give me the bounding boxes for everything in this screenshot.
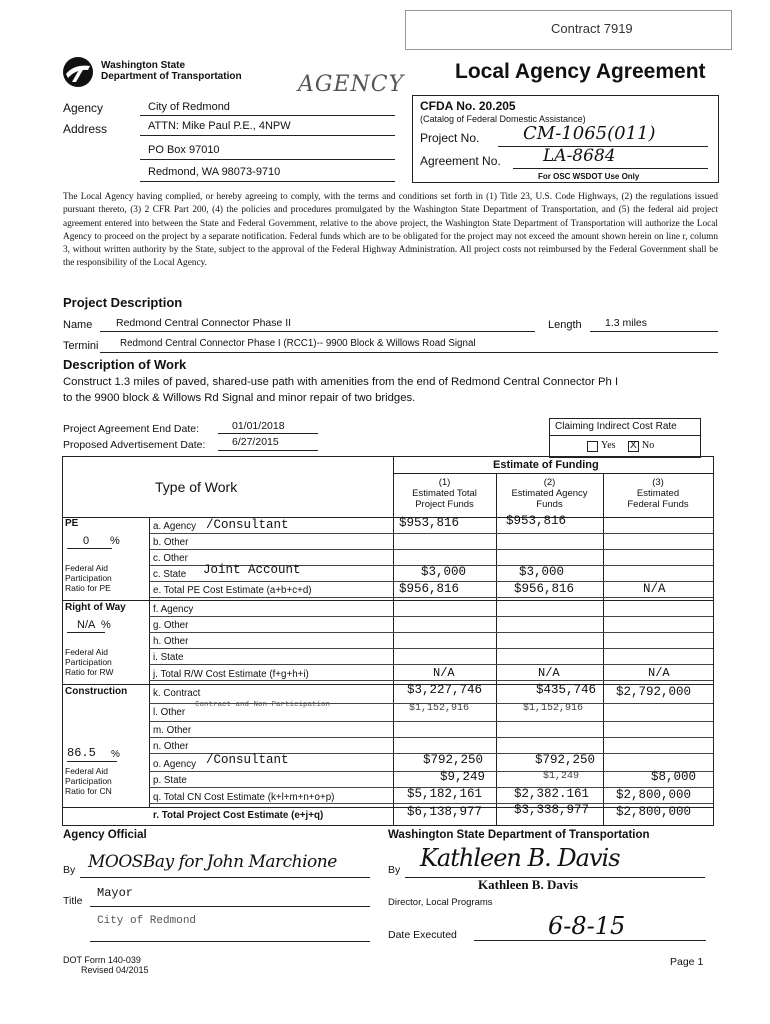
val-q2: $2,382.161: [514, 787, 590, 801]
cn-fed-aid: Federal Aid: [65, 766, 108, 776]
row-l-typed: Contract and Non-Participation: [195, 701, 331, 709]
val-e1: $956,816: [399, 582, 460, 596]
col2-a: Estimated Agency: [511, 488, 588, 499]
agency-handwritten-stamp: AGENCY: [298, 72, 405, 97]
termini-label: Termini: [63, 340, 99, 352]
page-number: Page 1: [670, 956, 704, 968]
table-row-line: [149, 664, 713, 665]
col3-a: Estimated: [636, 488, 680, 499]
indirect-cost-label: Claiming Indirect Cost Rate: [555, 421, 677, 432]
agency-by-label: By: [63, 864, 76, 876]
agreement-no-value: LA-8684: [543, 146, 616, 166]
row-p-label: p. State: [153, 775, 187, 786]
table-row-line: [149, 549, 713, 550]
agreement-no-label: Agreement No.: [420, 154, 501, 168]
contract-stamp-box: [405, 10, 732, 50]
val-r1: $6,138,977: [407, 805, 483, 819]
work-line-2: to the 9900 block & Willows Rd Signal and minor repair of two bridges.: [63, 392, 416, 404]
col3-num: (3): [652, 477, 664, 488]
col-divider-2: [603, 473, 604, 825]
cn-percent-value: 86.5: [67, 746, 96, 760]
project-heading: Project Description: [63, 295, 183, 310]
table-row-line: [149, 648, 713, 649]
form-footer: [63, 955, 149, 975]
agency-name-line: [140, 115, 395, 116]
agreement-no-line: [513, 168, 708, 169]
adv-date-label: Proposed Advertisement Date:: [63, 439, 206, 451]
type-heading: Type of Work: [155, 479, 238, 495]
table-row-line: [149, 803, 713, 804]
row-f-label: f. Agency: [153, 604, 194, 615]
row-r-label: r. Total Project Cost Estimate (e+j+q): [153, 810, 324, 821]
agency-attn: ATTN: Mike Paul P.E., 4NPW: [148, 120, 291, 132]
pe-ratio-label: [65, 563, 112, 593]
project-name-value: Redmond Central Connector Phase II: [116, 317, 292, 329]
length-label: Length: [548, 319, 582, 331]
page-title: Local Agency Agreement: [455, 60, 706, 83]
val-l1: $1,152,916: [409, 703, 470, 714]
title-value: Mayor: [97, 886, 134, 900]
col2-header: [496, 477, 603, 510]
table-row-line: [149, 616, 713, 617]
agency-label: Agency: [63, 101, 104, 115]
val-c2: $3,000: [519, 565, 565, 579]
table-row-line: [149, 771, 713, 772]
project-name-line: [100, 331, 535, 332]
agency-po-line: [140, 159, 395, 160]
row-l-label: l. Other: [153, 707, 186, 718]
agency-po: PO Box 97010: [148, 144, 220, 156]
val-k2: $435,746: [536, 683, 597, 697]
val-q1: $5,182,161: [407, 787, 483, 801]
rw-ratio: Ratio for RW: [65, 667, 114, 677]
row-h-label: h. Other: [153, 636, 189, 647]
cfda-subtitle: (Catalog of Federal Domestic Assistance): [420, 114, 586, 124]
cn-participation: Participation: [65, 776, 112, 786]
table-row-line: [149, 597, 713, 598]
cfda-box: [412, 95, 719, 183]
col1-b: Project Funds: [415, 499, 474, 510]
wsdot-by-label: By: [388, 864, 401, 876]
end-date-value: 01/01/2018: [232, 420, 285, 432]
val-e2: $956,816: [514, 582, 575, 596]
no-check-mark: X: [630, 440, 637, 451]
row-k-label: k. Contract: [153, 688, 201, 699]
city-value: City of Redmond: [97, 915, 197, 927]
rw-ratio-label: [65, 647, 114, 677]
date-executed-value: 6-8-15: [548, 912, 626, 940]
row-e-label: e. Total PE Cost Estimate (a+b+c+d): [153, 585, 312, 596]
agency-official-heading: Agency Official: [63, 829, 147, 841]
table-row-line: [149, 680, 713, 681]
agency-signature: MOOSBay for John Marchione: [88, 852, 337, 872]
val-r3: $2,800,000: [616, 805, 692, 819]
pe-fed-aid: Federal Aid: [65, 563, 108, 573]
val-p2: $1,249: [543, 771, 580, 782]
table-row-line: [149, 721, 713, 722]
val-l2: $1,152,916: [523, 703, 584, 714]
address-label: Address: [63, 122, 108, 136]
row-a-label: a. Agency: [153, 521, 197, 532]
row-g-label: g. Other: [153, 620, 189, 631]
project-no-value: CM-1065(011): [523, 123, 656, 144]
cn-percent-sign: %: [111, 749, 120, 760]
director-label: Director, Local Programs: [388, 897, 493, 908]
length-value: 1.3 miles: [605, 317, 648, 329]
cn-ratio-label: [65, 766, 112, 796]
rw-fed-aid: Federal Aid: [65, 647, 108, 657]
row-c2-label: c. State: [153, 569, 187, 580]
pe-ratio: Ratio for PE: [65, 583, 111, 593]
work-line-1: Construct 1.3 miles of paved, shared-use path with amenities from the end of Redmond Central Connector Ph I: [63, 376, 619, 388]
row-m-label: m. Other: [153, 725, 192, 736]
agency-city-line: [140, 181, 395, 182]
col3-header: [603, 477, 713, 510]
wsdot-heading: Washington State Department of Transportation: [388, 829, 650, 841]
agency-name: City of Redmond: [148, 101, 230, 113]
title-label: Title: [63, 895, 83, 907]
table-row-line: [149, 632, 713, 633]
end-date-line: [218, 433, 318, 434]
val-p3: $8,000: [651, 770, 697, 784]
form-revised: Revised 04/2015: [81, 965, 149, 975]
row-q-label: q. Total CN Cost Estimate (k+l+m+n+o+p): [153, 792, 335, 803]
col-divider-type: [393, 457, 394, 825]
rw-percent-line: [67, 632, 105, 633]
yes-label: Yes: [601, 440, 616, 451]
row-i-label: i. State: [153, 652, 184, 663]
pe-participation: Participation: [65, 573, 112, 583]
funding-table: [62, 456, 714, 826]
agency-signature-line: [80, 877, 370, 878]
pe-percent-sign: %: [110, 535, 120, 547]
rw-percent-sign: %: [101, 619, 111, 631]
col-divider-1: [496, 473, 497, 825]
wsdot-name-stamp: Kathleen B. Davis: [478, 877, 579, 892]
form-number: DOT Form 140-039: [63, 955, 141, 965]
work-heading: Description of Work: [63, 357, 187, 372]
val-q3: $2,800,000: [616, 788, 692, 802]
table-row-line: [149, 737, 713, 738]
date-executed-line: [474, 940, 706, 941]
indirect-cost-box: [549, 418, 701, 458]
pe-percent-value: 0: [83, 535, 90, 547]
cn-percent-line: [67, 761, 117, 762]
title-line: [90, 906, 370, 907]
agency-city: Redmond, WA 98073-9710: [148, 166, 281, 178]
intro-paragraph: The Local Agency having complied, or hereby agreeing to comply, with the terms and conditions set forth in (1) Title 23, U.S. Code Highways, (2) the regulations issued pursuant thereto, (3) 2 CFR Part 200, (4) the policies and procedures promulgated by the Washington State Department of Transportation, and (5) the federal aid project agreement entered into between the State and Federal Government, relative to the above project, the Washington State Department of Transportation will authorize the Local Agency to proceed on the project by a separate notification. Federal funds which are to be obligated for the project may not exceed the amount shown herein on line r, column 3, without written authority by the State, subject to the approval of the Federal Highway Administration. All project costs not reimbursed by the Federal Government shall be the responsibility of the Local Agency.: [63, 192, 718, 269]
pe-section-line: [63, 600, 713, 601]
col-divider-left: [149, 517, 150, 807]
row-o-label: o. Agency: [153, 759, 197, 770]
col2-num: (2): [543, 477, 556, 488]
rw-label: Right of Way: [65, 602, 126, 613]
rw-percent-value: N/A: [77, 619, 96, 631]
col1-a: Estimated Total: [412, 488, 477, 499]
val-a2: $953,816: [506, 514, 567, 528]
date-executed-label: Date Executed: [388, 929, 457, 941]
val-a1: $953,816: [399, 516, 460, 530]
org-line-2: Department of Transportation: [101, 71, 242, 82]
org-line-1: Washington State: [101, 60, 186, 71]
row-c1-label: c. Other: [153, 553, 188, 564]
row-o-typed: /Consultant: [206, 753, 289, 767]
table-row-line: [149, 533, 713, 534]
wsdot-signature: Kathleen B. Davis: [420, 844, 620, 872]
agency-attn-line: [140, 135, 395, 136]
termini-value: Redmond Central Connector Phase I (RCC1)-- 9900 Block & Willows Road Signal: [120, 338, 476, 349]
wsdot-logo-icon: [62, 56, 94, 88]
pe-label: PE: [65, 518, 79, 529]
end-date-label: Project Agreement End Date:: [63, 423, 199, 435]
row-j-label: j. Total R/W Cost Estimate (f+g+h+i): [153, 669, 309, 680]
project-name-label: Name: [63, 319, 93, 331]
funding-heading: Estimate of Funding: [493, 459, 599, 471]
city-line: [90, 941, 370, 942]
row-n-label: n. Other: [153, 741, 189, 752]
no-label: No: [642, 440, 655, 451]
cn-label: Construction: [65, 686, 128, 697]
org-name: [101, 60, 242, 82]
val-o1: $792,250: [423, 753, 484, 767]
contract-number: Contract 7919: [551, 21, 633, 36]
pe-percent-line: [67, 548, 112, 549]
no-checkbox[interactable]: [628, 441, 639, 452]
termini-line: [100, 352, 718, 353]
val-j3: N/A: [648, 666, 670, 680]
table-header-line: [63, 517, 713, 518]
val-e3: N/A: [643, 582, 666, 596]
rw-participation: Participation: [65, 657, 112, 667]
row-a-typed: /Consultant: [206, 518, 289, 532]
row-c2-typed: Joint Account: [203, 563, 301, 577]
yes-checkbox[interactable]: [587, 441, 598, 452]
val-r2: $3,338,977: [514, 803, 590, 817]
val-k3: $2,792,000: [616, 685, 692, 699]
col1-header: [393, 477, 496, 510]
val-o2: $792,250: [535, 753, 596, 767]
val-p1: $9,249: [440, 770, 486, 784]
cn-ratio: Ratio for CN: [65, 786, 112, 796]
col1-num: (1): [438, 477, 451, 488]
cfda-title: CFDA No. 20.205: [420, 99, 516, 113]
val-c1: $3,000: [421, 565, 467, 579]
col2-b: Funds: [536, 499, 563, 510]
indirect-cost-divider: [550, 435, 700, 436]
row-b-label: b. Other: [153, 537, 189, 548]
adv-date-value: 6/27/2015: [232, 436, 279, 448]
val-j2: N/A: [538, 666, 560, 680]
adv-date-line: [218, 450, 318, 451]
project-no-label: Project No.: [420, 131, 480, 145]
length-line: [590, 331, 718, 332]
col3-b: Federal Funds: [627, 499, 689, 510]
osc-footer: For OSC WSDOT Use Only: [538, 172, 640, 181]
val-k1: $3,227,746: [407, 683, 483, 697]
funding-heading-line: [393, 473, 713, 474]
val-j1: N/A: [433, 666, 455, 680]
